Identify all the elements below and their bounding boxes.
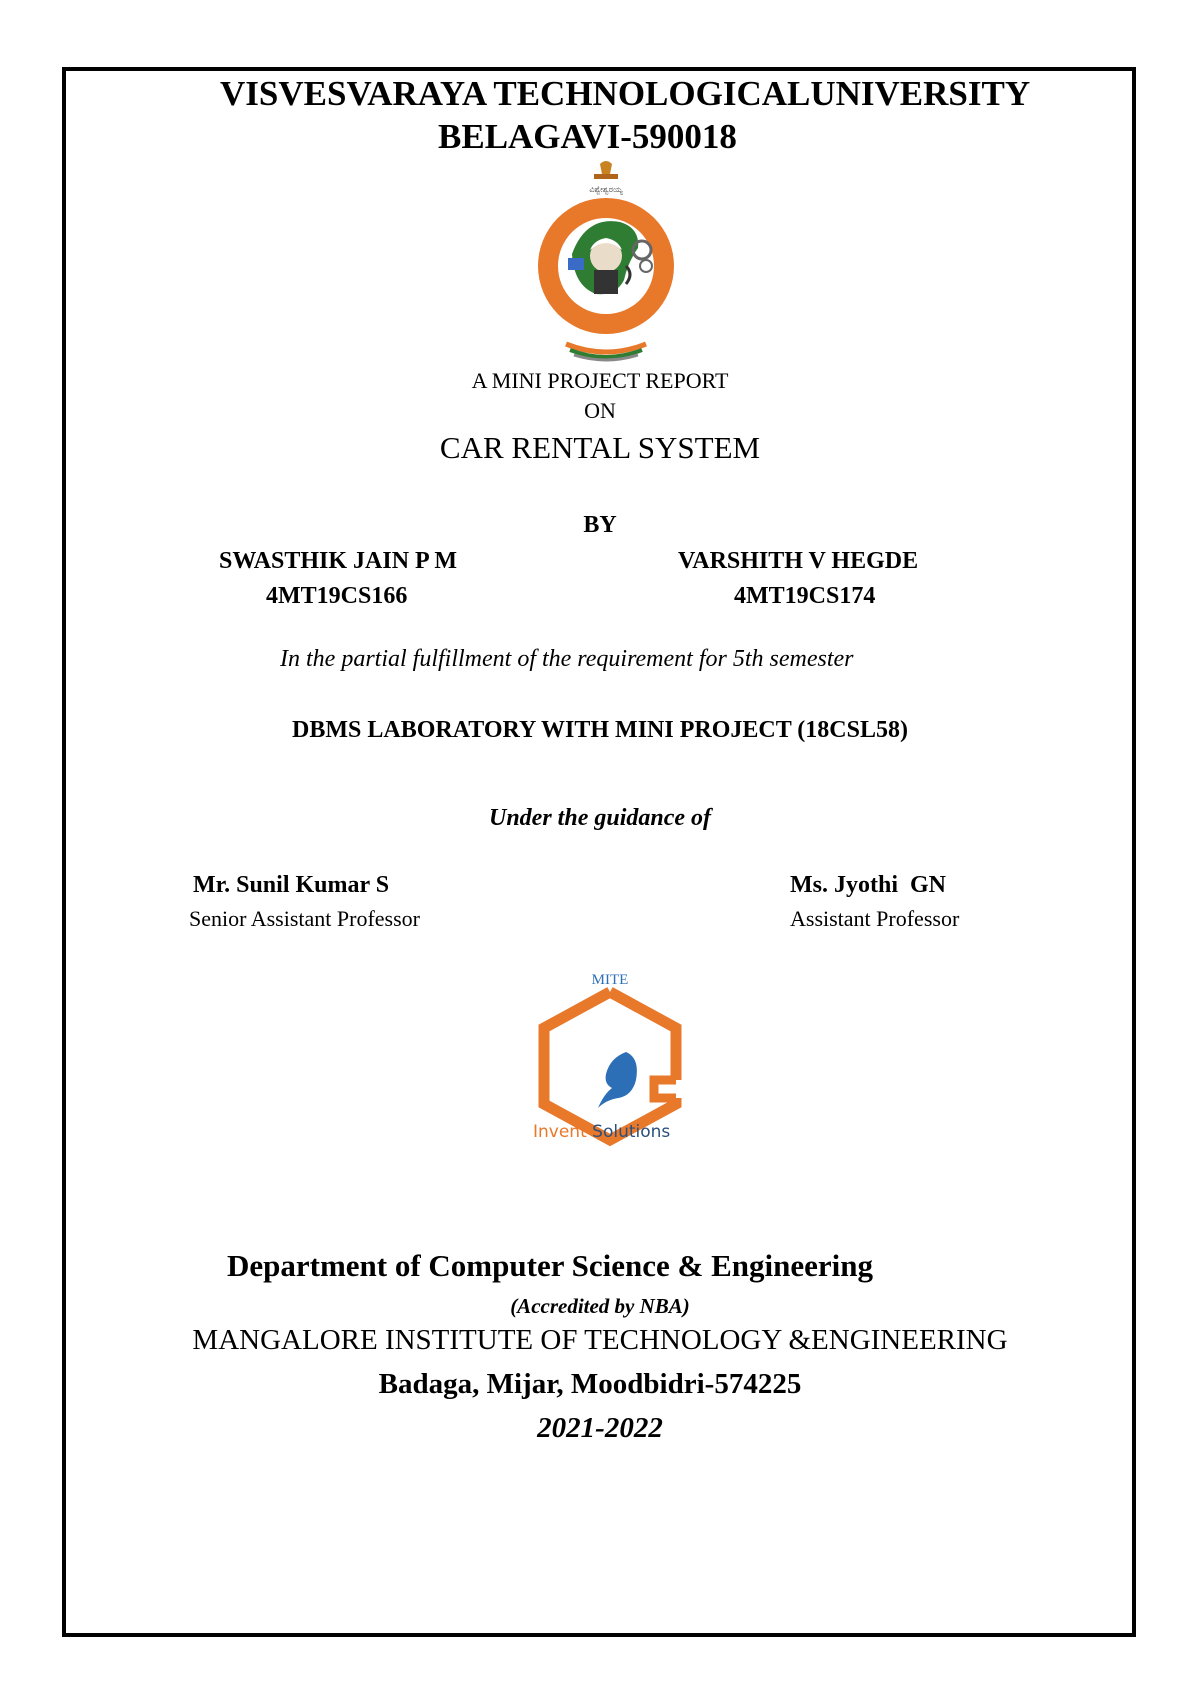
mite-tagline-solutions: Solutions [592, 1122, 671, 1142]
academic-year: 2021-2022 [537, 1412, 663, 1444]
university-location: BELAGAVI-590018 [438, 117, 737, 156]
institution-name: MANGALORE INSTITUTE OF TECHNOLOGY &ENGINEERING [192, 1324, 1008, 1356]
student-usn: 4MT19CS166 [266, 583, 408, 609]
report-by: BY [583, 512, 617, 538]
report-title: CAR RENTAL SYSTEM [439, 430, 761, 465]
course-title: DBMS LABORATORY WITH MINI PROJECT (18CSL58) [292, 717, 908, 743]
guide-designation: Senior Assistant Professor [189, 906, 420, 931]
report-type: A MINI PROJECT REPORT [471, 368, 729, 393]
guidance-label: Under the guidance of [489, 805, 711, 831]
vtu-logo [534, 158, 678, 360]
fulfillment-text: In the partial fulfillment of the requirement for 5th semester [280, 646, 854, 672]
report-on: ON [584, 398, 616, 423]
mite-logo [530, 970, 690, 1146]
student-usn: 4MT19CS174 [734, 583, 876, 609]
svg-text:ವಿಶ್ವೇಶ್ವರಯ್ಯ: ವಿಶ್ವೇಶ್ವರಯ್ಯ [589, 185, 623, 194]
accreditation: (Accredited by NBA) [510, 1294, 690, 1318]
department-name: Department of Computer Science & Engineering [226, 1248, 874, 1283]
student-name: SWASTHIK JAIN P M [219, 548, 458, 574]
guide-name: Mr. Sunil Kumar S [193, 872, 390, 898]
guide-designation: Assistant Professor [790, 906, 960, 931]
university-name: VISVESVARAYA TECHNOLOGICALUNIVERSITY [220, 74, 1031, 113]
mite-tagline [533, 1122, 670, 1142]
vtu-lamp-icon [600, 161, 612, 174]
mite-tagline-invent: Invent [533, 1122, 587, 1142]
student-name: VARSHITH V HEGDE [678, 548, 919, 574]
computer-icon [568, 258, 584, 270]
mite-logo-text: MITE [591, 972, 629, 988]
guide-name: Ms. Jyothi GN [790, 872, 946, 898]
institution-address: Badaga, Mijar, Moodbidri-574225 [378, 1368, 802, 1400]
butterfly-icon [598, 1052, 637, 1108]
